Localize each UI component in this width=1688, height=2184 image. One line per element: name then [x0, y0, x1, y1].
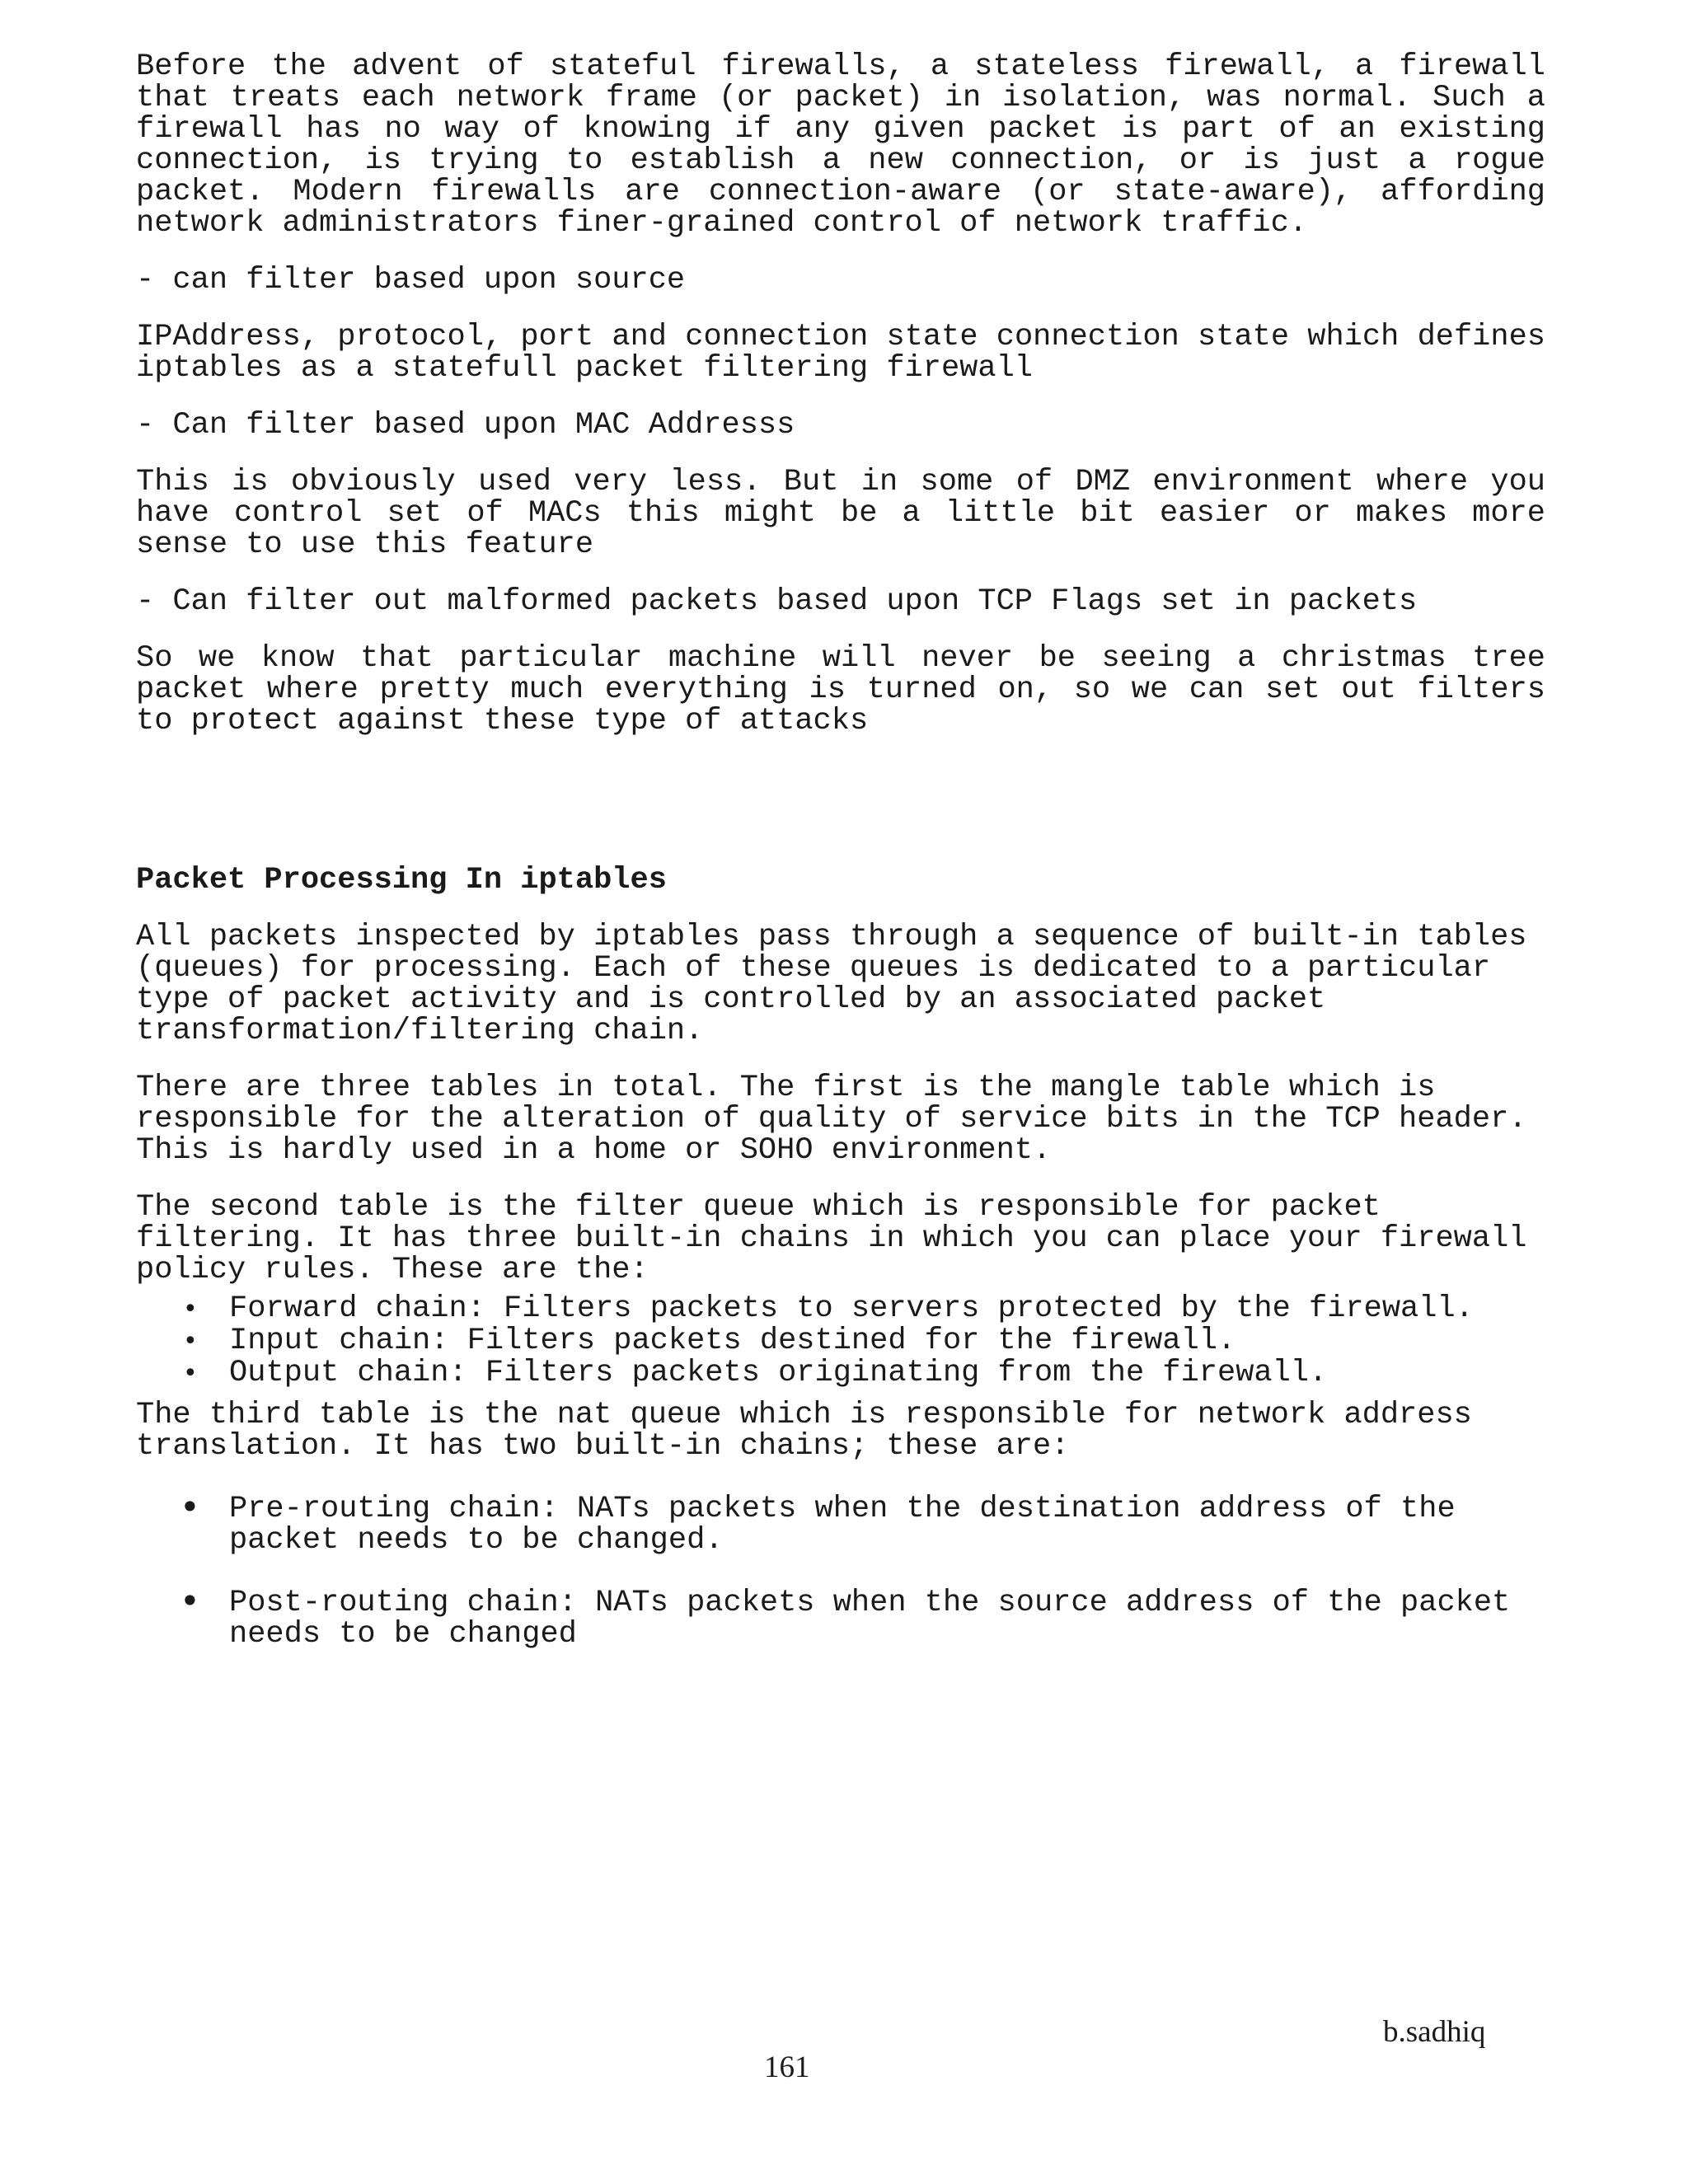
section-heading: Packet Processing In iptables	[136, 863, 667, 898]
list-item-text: Forward chain: Filters packets to servers protected by the firewall.	[229, 1291, 1474, 1326]
bullet-icon: •	[183, 1295, 198, 1324]
paragraph-filter-mac: - Can filter based upon MAC Addresss	[136, 408, 795, 443]
bullet-icon: •	[183, 1327, 198, 1356]
list-item	[136, 1325, 1545, 1357]
list-item-text: Output chain: Filters packets originating from the firewall.	[229, 1356, 1328, 1390]
paragraph-filter-table: The second table is the filter queue which is responsible for packet filtering. It has three built-in chains in which you can place your firewall policy rules. These are the:	[136, 1190, 1527, 1287]
list-item-text: Pre-routing chain: NATs packets when the destination address of the packet needs to be changed.	[229, 1492, 1456, 1558]
bullet-icon: •	[180, 1487, 200, 1527]
list-item	[136, 1357, 1545, 1390]
paragraph-nat-table: The third table is the nat queue which is responsible for network address translation. It has two built-in chains; these are:	[136, 1398, 1472, 1464]
list-item	[136, 1293, 1545, 1325]
paragraph-intro: All packets inspected by iptables pass through a sequence of built-in tables (queues) for processing. Each of these queues is dedicated to a particular type of packet activity and is controlled by an associated packet transformation/filtering chain.	[136, 920, 1527, 1048]
paragraph-filter-source: - can filter based upon source	[136, 263, 686, 298]
paragraph-ipaddress: IPAddress, protocol, port and connection state connection state which defines iptables as a statefull packet filtering firewall	[136, 320, 1545, 386]
author-name: b.sadhiq	[1383, 2015, 1486, 2049]
page-number: 161	[764, 2050, 810, 2084]
filter-chain-list	[136, 1293, 1545, 1390]
list-item	[136, 1487, 1545, 1558]
paragraph-christmas-tree: So we know that particular machine will never be seeing a christmas tree packet where pretty much everything is turned on, so we can set out filters to protect against these type of attacks	[136, 641, 1545, 738]
list-item-text: Post-routing chain: NATs packets when the source address of the packet needs to be changed	[229, 1586, 1511, 1652]
list-item-text: Input chain: Filters packets destined for the firewall.	[229, 1324, 1236, 1358]
paragraph-dmz: This is obviously used very less. But in some of DMZ environment where you have control set of MACs this might be a little bit easier or makes more sense to use this feature	[136, 465, 1545, 562]
paragraph-filter-malformed: - Can filter out malformed packets based upon TCP Flags set in packets	[136, 584, 1418, 619]
nat-chain-list	[136, 1487, 1545, 1652]
bullet-icon: •	[183, 1359, 198, 1388]
paragraph-stateless-firewall: Before the advent of stateful firewalls, a stateless firewall, a firewall that treats each network frame (or packet) in isolation, was normal. Such a firewall has no way of knowing if any given packet is part of an existing connection, is trying to establish a new connection, or is just a rogue packet. Modern firewalls are connection-aware (or state-aware), affording network administrators finer-grained control of network traffic.	[136, 49, 1545, 241]
document-page	[136, 51, 1545, 1681]
paragraph-mangle-table: There are three tables in total. The first is the mangle table which is responsible for the alteration of quality of service bits in the TCP header. This is hardly used in a home or SOHO environment.	[136, 1071, 1527, 1168]
list-item	[136, 1581, 1545, 1652]
bullet-icon: •	[180, 1581, 200, 1621]
